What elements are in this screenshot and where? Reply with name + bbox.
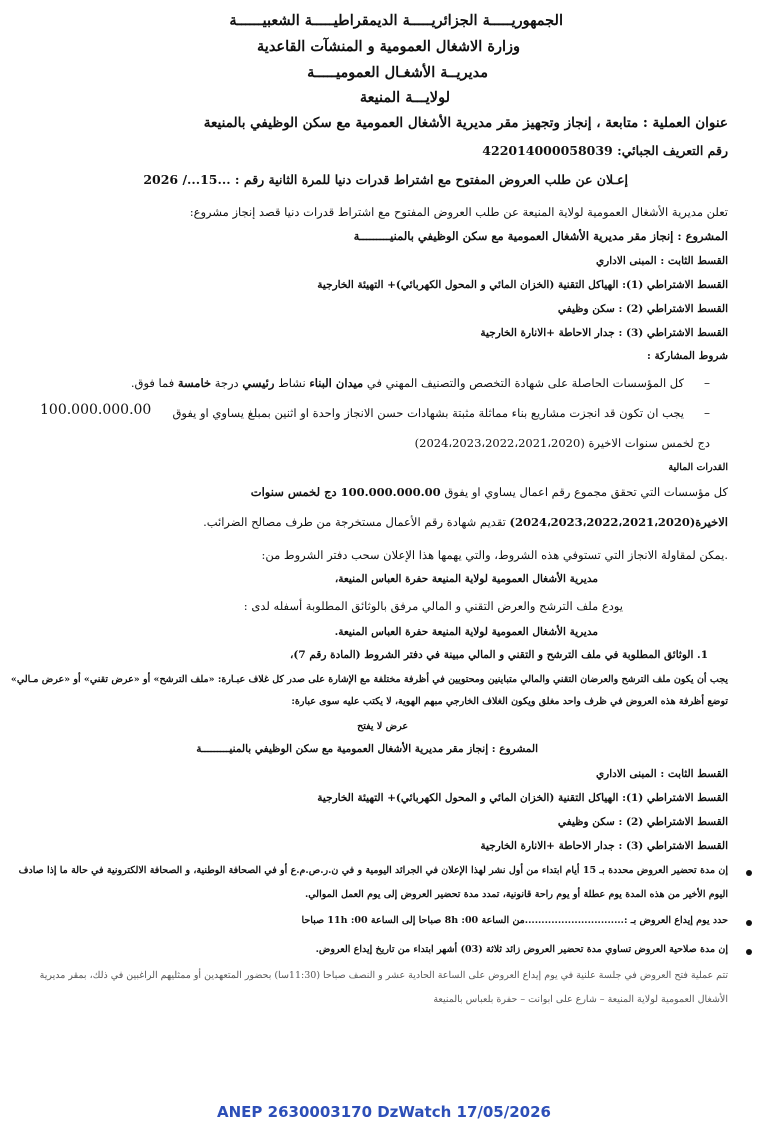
condition-2-years: دج لخمس سنوات الاخيرة (2024،2023،2022،2021،2020) xyxy=(414,436,710,450)
bullet-icon xyxy=(746,949,752,955)
bullet-icon xyxy=(746,920,752,926)
directorate-title: مديريــة الأشغـال العموميـــــة xyxy=(307,64,488,81)
financial-2: الاخيرة(2024،2023،2022،2021،2020) تقديم شهادة رقم الأعمال مستخرجة من طرف مصالح الضرائب. xyxy=(203,515,728,529)
lot-conditional-2-2: القسط الاشتراطي (2) : سكن وظيفي xyxy=(557,816,728,828)
operation-title: عنوان العملية : متابعة ، إنجاز وتجهيز مقر مديرية الأشغال العمومية مع سكن الوظيفي بالمنيعة xyxy=(203,115,728,131)
footer-reference: ANEP 2630003170 DzWatch 17/05/2026 xyxy=(217,1103,551,1121)
wilaya-title: لولايـــة المنيعة xyxy=(359,89,450,106)
financial-1: كل مؤسسات التي تحقق مجموع رقم اعمال يساوي او يفوق 100.000.000.00 دج لخمس سنوات xyxy=(250,485,728,499)
condition-2-text: يجب ان تكون قد انجزت مشاريع بناء مماثلة مثبتة بشهادات حسن الانجاز واحدة او اثنين بمبلغ يساوي او يفوق xyxy=(172,406,684,420)
deposit-place: مديرية الأشغال العمومية لولاية المنيعة حفرة العباس المنيعة. xyxy=(334,626,598,638)
body-p2: يودع ملف الترشح والعرض التقني و المالي مرفق بالوثائق المطلوبة أسفله لدى : xyxy=(243,599,623,613)
lot-conditional-2: القسط الاشتراطي (2) : سكن وظيفي xyxy=(557,303,728,315)
body-p1: .يمكن لمقاولة الانجاز التي تستوفي هذه الشروط، والتي يهمها هذا الإعلان سحب دفتر الشروط من: xyxy=(261,548,728,562)
note-preparation-1: إن مدة تحضير العروض محددة بـ 15 أيام ابتداء من أول نشر لهذا الإعلان في الجرائد اليومية و في ن.ر.ص.م.ع أو في الصحافة الوطنية، و الصحافة الالكترونية في حالة ما إذا صادف xyxy=(18,865,728,876)
lot-fixed: القسط الثابت : المبنى الاداري xyxy=(595,255,728,267)
not-to-open: عرض لا يفتح xyxy=(357,721,408,732)
condition-2-amount: 100.000.000.00 xyxy=(40,402,152,418)
ministry-title: وزارة الاشغال العمومية و المنشآت القاعدية xyxy=(257,38,520,55)
lot-conditional-3: القسط الاشتراطي (3) : جدار الاحاطة +الانارة الخارجية xyxy=(480,327,728,339)
intro-text: تعلن مديرية الأشغال العمومية لولاية المنيعة عن طلب العروض المفتوح مع اشتراط قدرات دنيا قصد إنجاز مشروع: xyxy=(189,205,728,219)
participation-title: شروط المشاركة : xyxy=(646,350,728,362)
envelope-rule-2: توضع أظرفة هذه العروض في ظرف واحد مغلق ويكون الغلاف الخارجي مبهم الهوية، لا يكتب عليه سوى عبارة: xyxy=(291,696,728,707)
lot-conditional-1-2: القسط الاشتراطي (1): الهياكل التقنية (الخزان المائي و المحول الكهربائي)+ التهيئة الخارجية xyxy=(317,792,728,804)
condition-1: كل المؤسسات الحاصلة على شهادة التخصص والتصنيف المهني في ميدان البناء نشاط رئيسي درجة خامسة فما فوق. xyxy=(130,376,684,390)
tax-id: رقم التعريف الجبائي: 422014000058039 xyxy=(482,143,728,158)
withdrawal-place: مديرية الأشغال العمومية لولاية المنيعة حفرة العباس المنيعة، xyxy=(334,573,598,585)
lot-fixed-2: القسط الثابت : المبنى الاداري xyxy=(595,768,728,780)
note-preparation-2: اليوم الأخير من هذه المدة يوم عطلة أو يوم راحة قانونية، تمدد مدة تحضير العروض إلى يوم العمل الموالي. xyxy=(304,889,728,900)
lot-conditional-3-2: القسط الاشتراطي (3) : جدار الاحاطة +الانارة الخارجية xyxy=(480,840,728,852)
note-validity: إن مدة صلاحية العروض تساوي مدة تحضير العروض زائد ثلاثة (03) أشهر ابتداء من تاريخ إيداع العروض. xyxy=(315,944,728,955)
envelope-rule-1: يجب أن يكون ملف الترشح والعرضان التقني والمالي متباينين ومحتويين في أظرفة مختلفة مع الإشارة على صدر كل غلاف عبـارة: «ملف الترشح» أو «عرض تقني» أو «عرض مـالي» xyxy=(10,674,728,685)
announcement-title: إعـلان عن طلب العروض المفتوح مع اشتراط قدرات دنيا للمرة الثانية رقم : ...15.../ 2026 xyxy=(143,172,628,187)
project-line-2: المشروع : إنجاز مقر مديرية الأشغال العمومية مع سكن الوظيفي بالمنيـــــــــة xyxy=(196,743,538,755)
note-deposit-day: حدد يوم إيداع العروض بـ :..............................من الساعة 00: 8h صباحا إلى الساعة 00: 11h صباحا xyxy=(301,915,728,926)
required-documents: 1. الوثائق المطلوبة في ملف الترشح و التقني و المالي مبينة في دفتر الشروط (المادة رقم 7)، xyxy=(290,649,708,661)
lot-conditional-1: القسط الاشتراطي (1): الهياكل التقنية (الخزان المائي و المحول الكهربائي)+ التهيئة الخارجية xyxy=(317,279,728,291)
project-line: المشروع : إنجاز مقر مديرية الأشغال العمومية مع سكن الوظيفي بالمنيـــــــــة xyxy=(353,229,728,243)
dash-bullet: – xyxy=(704,406,710,420)
dash-bullet: – xyxy=(704,376,710,390)
note-opening-2: الأشغال العمومية لولاية المنيعة – شارع على ابوانت – حفرة بلعباس بالمنيعة xyxy=(433,994,728,1005)
bullet-icon xyxy=(746,870,752,876)
note-opening-1: تتم عملية فتح العروض في جلسة علنية في يوم إيداع العروض على الساعة الحادية عشر و النصف صباحا (11:30سا) بحضور المتعهدين أو ممثليهم الراغبين في ذلك، بمقر مديرية xyxy=(39,970,728,981)
republic-title: الجمهوريـــــة الجزائريـــــة الديمقراطيـــــة الشعبيــــــة xyxy=(229,12,563,29)
financial-title: القدرات المالية xyxy=(668,462,728,473)
